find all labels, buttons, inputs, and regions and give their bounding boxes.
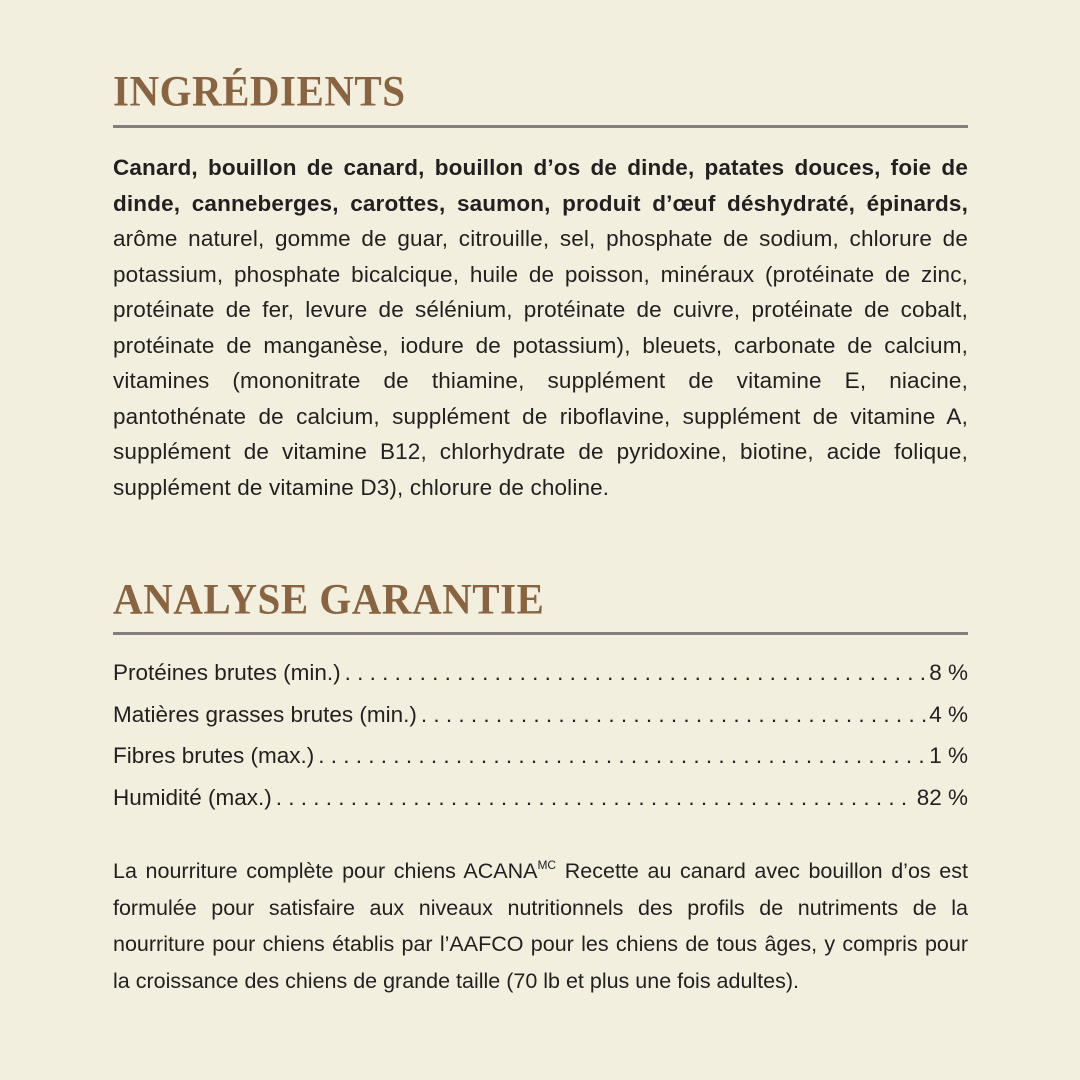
analysis-value: 4 % (929, 701, 968, 727)
dot-leader (421, 694, 927, 736)
dot-leader (345, 652, 928, 694)
main-ingredients: Canard, bouillon de canard, bouillon d’os de dinde, patates douces, foie de dinde, canneberges, carottes, saumon, produit d’œuf déshydraté, épinards, (113, 155, 968, 216)
ingredients-divider (113, 125, 968, 128)
analysis-divider (113, 632, 968, 635)
dot-leader (318, 735, 927, 777)
analysis-label: Matières grasses brutes (min.) (113, 701, 417, 727)
guaranteed-analysis-heading: ANALYSE GARANTIE (113, 574, 545, 624)
statement-text-start: La nourriture complète pour chiens ACANA (113, 859, 538, 883)
analysis-value: 8 % (929, 660, 968, 685)
dot-leader (276, 777, 915, 819)
analysis-label: Protéines brutes (min.) (113, 660, 341, 685)
analysis-value: 1 % (929, 743, 968, 768)
ingredients-heading: INGRÉDIENTS (113, 66, 406, 116)
other-ingredients: arôme naturel, gomme de guar, citrouille, sel, phosphate de sodium, chlorure de potassium, phosphate bicalcique, huile de poisson, minéraux (protéinate de zinc, protéinate de fer, levure de sélénium, protéinate de cuivre, protéinate de cobalt, protéinate de manganèse, iodure de potassium), bleuets, carbonate de calcium, vitamines (mononitrate de thiamine, supplément de vitamine E, niacine, pantothénate de calcium, supplément de riboflavine, supplément de vitamine A, supplément de vitamine B12, chlorhydrate de pyridoxine, biotine, acide folique, supplément de vitamine D3), chlorure de choline. (113, 226, 968, 500)
analysis-row-moisture (113, 777, 968, 819)
analysis-value: 82 % (916, 784, 968, 810)
trademark-mark: MC (537, 858, 557, 872)
analysis-label: Fibres brutes (max.) (113, 743, 315, 768)
analysis-row-fat (113, 694, 968, 736)
analysis-row-protein (113, 652, 968, 694)
statement-text-end: Recette au canard avec bouillon d’os est formulée pour satisfaire aux niveaux nutritionnels des profils de nutriments de la nourriture pour chiens établis par l’AAFCO pour les chiens de tous âges, y compris pour la croissance des chiens de grande taille (70 lb et plus une fois adultes). (113, 859, 968, 993)
guaranteed-analysis-table (113, 652, 968, 818)
analysis-row-fiber (113, 735, 968, 777)
aafco-statement (113, 853, 968, 999)
analysis-label: Humidité (max.) (113, 784, 272, 810)
ingredients-list (113, 150, 968, 505)
